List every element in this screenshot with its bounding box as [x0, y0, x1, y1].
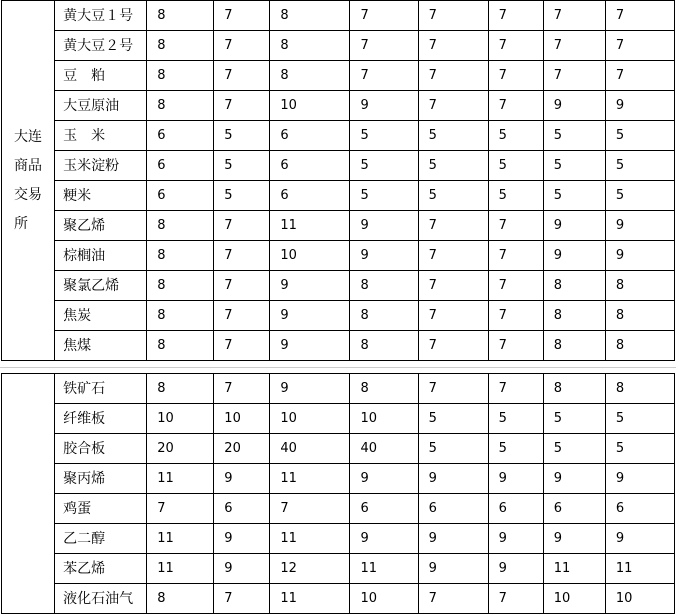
product-name-cell: 聚丙烯	[55, 464, 147, 494]
value-cell: 5	[214, 181, 270, 211]
value-cell: 11	[605, 554, 674, 584]
table-row	[2, 151, 675, 181]
value-cell: 9	[418, 554, 488, 584]
value-cell: 9	[488, 524, 543, 554]
value-cell: 8	[605, 301, 674, 331]
value-cell: 5	[543, 181, 605, 211]
value-cell: 5	[418, 151, 488, 181]
exchange-label: 大连商品交易所	[14, 128, 42, 232]
table-row	[2, 404, 675, 434]
product-name-cell: 黄大豆１号	[55, 1, 147, 31]
value-cell: 9	[270, 331, 350, 361]
table-row	[2, 554, 675, 584]
value-cell: 8	[543, 301, 605, 331]
value-cell: 7	[350, 61, 418, 91]
value-cell: 9	[350, 524, 418, 554]
value-cell: 10	[147, 404, 214, 434]
value-cell: 6	[605, 494, 674, 524]
value-cell: 7	[418, 61, 488, 91]
value-cell: 9	[543, 211, 605, 241]
value-cell: 8	[270, 31, 350, 61]
value-cell: 8	[350, 301, 418, 331]
value-cell: 10	[270, 404, 350, 434]
value-cell: 5	[605, 404, 674, 434]
table-row	[2, 434, 675, 464]
value-cell: 7	[418, 1, 488, 31]
value-cell: 5	[214, 151, 270, 181]
value-cell: 6	[270, 181, 350, 211]
value-cell: 8	[147, 301, 214, 331]
value-cell: 6	[270, 121, 350, 151]
value-cell: 5	[418, 121, 488, 151]
value-cell: 7	[418, 31, 488, 61]
table-row	[2, 91, 675, 121]
value-cell: 7	[488, 271, 543, 301]
value-cell: 8	[543, 331, 605, 361]
value-cell: 8	[147, 271, 214, 301]
value-cell: 11	[270, 464, 350, 494]
table-row	[2, 31, 675, 61]
value-cell: 5	[418, 434, 488, 464]
value-cell: 9	[350, 91, 418, 121]
value-cell: 5	[488, 181, 543, 211]
margin-table-bottom	[1, 373, 675, 614]
value-cell: 11	[270, 524, 350, 554]
value-cell: 11	[147, 554, 214, 584]
product-name-cell: 焦煤	[55, 331, 147, 361]
value-cell: 9	[214, 464, 270, 494]
value-cell: 6	[147, 121, 214, 151]
value-cell: 9	[543, 91, 605, 121]
value-cell: 8	[147, 91, 214, 121]
value-cell: 8	[147, 1, 214, 31]
page-break-line	[0, 367, 676, 368]
value-cell: 7	[418, 301, 488, 331]
value-cell: 6	[543, 494, 605, 524]
value-cell: 8	[147, 241, 214, 271]
value-cell: 5	[488, 151, 543, 181]
value-cell: 11	[270, 211, 350, 241]
margin-table-top	[1, 0, 675, 361]
product-name-cell: 大豆原油	[55, 91, 147, 121]
value-cell: 8	[605, 374, 674, 404]
value-cell: 7	[488, 91, 543, 121]
value-cell: 8	[605, 271, 674, 301]
value-cell: 5	[543, 151, 605, 181]
value-cell: 11	[270, 584, 350, 614]
value-cell: 7	[543, 31, 605, 61]
value-cell: 7	[214, 301, 270, 331]
table-row	[2, 464, 675, 494]
value-cell: 5	[605, 434, 674, 464]
product-name-cell: 玉 米	[55, 121, 147, 151]
value-cell: 9	[488, 554, 543, 584]
value-cell: 7	[214, 31, 270, 61]
value-cell: 5	[605, 151, 674, 181]
value-cell: 8	[543, 374, 605, 404]
value-cell: 5	[488, 404, 543, 434]
value-cell: 5	[488, 121, 543, 151]
product-name-cell: 纤维板	[55, 404, 147, 434]
table-body-top	[2, 1, 675, 361]
value-cell: 8	[270, 61, 350, 91]
value-cell: 7	[488, 31, 543, 61]
value-cell: 5	[488, 434, 543, 464]
value-cell: 7	[543, 61, 605, 91]
value-cell: 6	[270, 151, 350, 181]
table-row	[2, 241, 675, 271]
value-cell: 9	[418, 464, 488, 494]
value-cell: 7	[214, 241, 270, 271]
value-cell: 8	[350, 331, 418, 361]
value-cell: 8	[605, 331, 674, 361]
value-cell: 7	[488, 584, 543, 614]
value-cell: 7	[488, 331, 543, 361]
value-cell: 7	[418, 374, 488, 404]
value-cell: 40	[270, 434, 350, 464]
value-cell: 7	[418, 241, 488, 271]
value-cell: 9	[605, 211, 674, 241]
value-cell: 11	[543, 554, 605, 584]
value-cell: 8	[147, 374, 214, 404]
product-name-cell: 胶合板	[55, 434, 147, 464]
exchange-cell	[2, 1, 55, 361]
value-cell: 20	[147, 434, 214, 464]
table-row	[2, 524, 675, 554]
value-cell: 7	[418, 91, 488, 121]
value-cell: 8	[543, 271, 605, 301]
table-row	[2, 271, 675, 301]
value-cell: 9	[350, 241, 418, 271]
product-name-cell: 棕榈油	[55, 241, 147, 271]
value-cell: 7	[418, 211, 488, 241]
value-cell: 7	[488, 374, 543, 404]
value-cell: 7	[488, 241, 543, 271]
value-cell: 10	[270, 241, 350, 271]
value-cell: 11	[147, 524, 214, 554]
value-cell: 7	[214, 1, 270, 31]
value-cell: 7	[350, 31, 418, 61]
value-cell: 10	[350, 404, 418, 434]
value-cell: 7	[418, 271, 488, 301]
value-cell: 7	[488, 211, 543, 241]
value-cell: 20	[214, 434, 270, 464]
table-row	[2, 61, 675, 91]
value-cell: 6	[350, 494, 418, 524]
value-cell: 9	[488, 464, 543, 494]
product-name-cell: 焦炭	[55, 301, 147, 331]
value-cell: 9	[214, 524, 270, 554]
table-row	[2, 1, 675, 31]
product-name-cell: 乙二醇	[55, 524, 147, 554]
value-cell: 8	[350, 374, 418, 404]
value-cell: 5	[543, 121, 605, 151]
value-cell: 6	[147, 181, 214, 211]
value-cell: 5	[605, 181, 674, 211]
value-cell: 9	[418, 524, 488, 554]
value-cell: 11	[350, 554, 418, 584]
value-cell: 7	[214, 584, 270, 614]
value-cell: 9	[214, 554, 270, 584]
value-cell: 8	[147, 211, 214, 241]
value-cell: 5	[543, 434, 605, 464]
value-cell: 5	[418, 181, 488, 211]
product-name-cell: 聚氯乙烯	[55, 271, 147, 301]
value-cell: 8	[147, 31, 214, 61]
value-cell: 5	[543, 404, 605, 434]
product-name-cell: 豆 粕	[55, 61, 147, 91]
value-cell: 9	[605, 241, 674, 271]
value-cell: 12	[270, 554, 350, 584]
value-cell: 9	[270, 374, 350, 404]
exchange-cell	[2, 374, 55, 614]
value-cell: 7	[605, 1, 674, 31]
table-row	[2, 374, 675, 404]
value-cell: 7	[488, 61, 543, 91]
value-cell: 9	[605, 91, 674, 121]
value-cell: 10	[605, 584, 674, 614]
value-cell: 7	[543, 1, 605, 31]
value-cell: 7	[214, 271, 270, 301]
value-cell: 5	[418, 404, 488, 434]
value-cell: 7	[214, 91, 270, 121]
table-row	[2, 211, 675, 241]
value-cell: 7	[488, 1, 543, 31]
value-cell: 8	[147, 584, 214, 614]
value-cell: 5	[605, 121, 674, 151]
value-cell: 9	[270, 271, 350, 301]
value-cell: 7	[418, 331, 488, 361]
value-cell: 11	[147, 464, 214, 494]
table-row	[2, 301, 675, 331]
value-cell: 8	[147, 331, 214, 361]
table-row	[2, 584, 675, 614]
value-cell: 7	[418, 584, 488, 614]
value-cell: 8	[270, 1, 350, 31]
value-cell: 9	[543, 464, 605, 494]
product-name-cell: 铁矿石	[55, 374, 147, 404]
value-cell: 5	[214, 121, 270, 151]
value-cell: 5	[350, 181, 418, 211]
value-cell: 7	[214, 61, 270, 91]
product-name-cell: 鸡蛋	[55, 494, 147, 524]
value-cell: 6	[488, 494, 543, 524]
table-row	[2, 494, 675, 524]
table-body-bottom	[2, 374, 675, 614]
value-cell: 10	[214, 404, 270, 434]
value-cell: 7	[147, 494, 214, 524]
product-name-cell: 玉米淀粉	[55, 151, 147, 181]
product-name-cell: 粳米	[55, 181, 147, 211]
value-cell: 7	[214, 211, 270, 241]
product-name-cell: 苯乙烯	[55, 554, 147, 584]
value-cell: 9	[270, 301, 350, 331]
value-cell: 10	[350, 584, 418, 614]
value-cell: 9	[350, 211, 418, 241]
value-cell: 8	[147, 61, 214, 91]
value-cell: 8	[350, 271, 418, 301]
value-cell: 9	[350, 464, 418, 494]
value-cell: 6	[214, 494, 270, 524]
value-cell: 9	[543, 241, 605, 271]
value-cell: 6	[147, 151, 214, 181]
value-cell: 5	[350, 151, 418, 181]
value-cell: 9	[543, 524, 605, 554]
table-row	[2, 181, 675, 211]
value-cell: 7	[488, 301, 543, 331]
value-cell: 9	[605, 524, 674, 554]
value-cell: 6	[418, 494, 488, 524]
value-cell: 9	[605, 464, 674, 494]
product-name-cell: 聚乙烯	[55, 211, 147, 241]
value-cell: 5	[350, 121, 418, 151]
table-row	[2, 121, 675, 151]
value-cell: 10	[543, 584, 605, 614]
value-cell: 7	[270, 494, 350, 524]
value-cell: 7	[214, 374, 270, 404]
value-cell: 10	[270, 91, 350, 121]
value-cell: 7	[350, 1, 418, 31]
value-cell: 7	[605, 31, 674, 61]
value-cell: 7	[605, 61, 674, 91]
product-name-cell: 液化石油气	[55, 584, 147, 614]
product-name-cell: 黄大豆２号	[55, 31, 147, 61]
value-cell: 40	[350, 434, 418, 464]
table-row	[2, 331, 675, 361]
value-cell: 7	[214, 331, 270, 361]
